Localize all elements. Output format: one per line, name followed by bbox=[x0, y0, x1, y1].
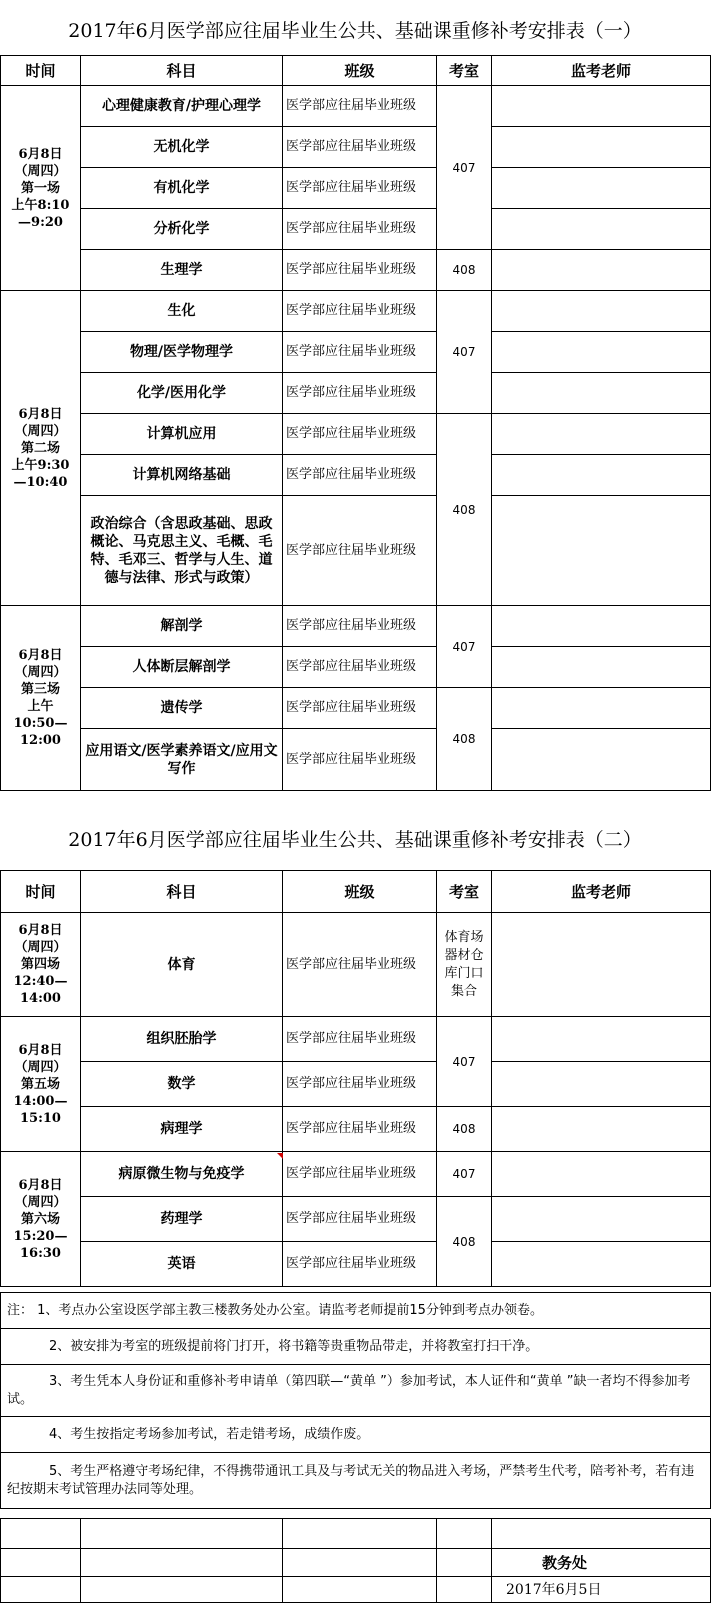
table-row bbox=[1, 1062, 711, 1107]
subject-cell: 病理学 bbox=[81, 1107, 283, 1152]
session-2-time: 6月8日 （周四） 第二场 上午9:30 —10:40 bbox=[1, 291, 81, 606]
footer-table bbox=[0, 1518, 711, 1603]
header-class: 班级 bbox=[283, 871, 437, 913]
table-row bbox=[1, 1242, 711, 1287]
note-row bbox=[1, 1453, 711, 1509]
subject-cell: 计算机应用 bbox=[81, 414, 283, 455]
header-subject: 科目 bbox=[81, 56, 283, 86]
subject-cell: 无机化学 bbox=[81, 127, 283, 168]
table-row bbox=[1, 606, 711, 647]
table-row bbox=[1, 913, 711, 1017]
table-row bbox=[1, 414, 711, 455]
footer-blank-row bbox=[1, 1519, 711, 1549]
class-cell: 医学部应往届毕业班级 bbox=[283, 127, 437, 168]
note-4: 4、考生按指定考场参加考试，若走错考场，成绩作废。 bbox=[1, 1417, 711, 1453]
class-cell: 医学部应往届毕业班级 bbox=[283, 250, 437, 291]
room-cell: 408 bbox=[437, 1197, 492, 1287]
header-proctor: 监考老师 bbox=[492, 871, 711, 913]
room-cell: 408 bbox=[437, 250, 492, 291]
proctor-cell bbox=[492, 913, 711, 1017]
table2-title: 2017年6月医学部应往届毕业生公共、基础课重修补考安排表（二） bbox=[68, 829, 642, 851]
note-2: 2、被安排为考室的班级提前将门打开，将书籍等贵重物品带走，并将教室打扫干净。 bbox=[1, 1329, 711, 1365]
table-header-row bbox=[1, 56, 711, 86]
room-cell: 407 bbox=[437, 606, 492, 688]
class-cell: 医学部应往届毕业班级 bbox=[283, 86, 437, 127]
header-class: 班级 bbox=[283, 56, 437, 86]
class-cell: 医学部应往届毕业班级 bbox=[283, 1152, 437, 1197]
header-proctor: 监考老师 bbox=[492, 56, 711, 86]
session-1-time: 6月8日 （周四） 第一场 上午8:10 —9:20 bbox=[1, 86, 81, 291]
proctor-cell bbox=[492, 455, 711, 496]
proctor-cell bbox=[492, 688, 711, 729]
comment-marker-icon bbox=[277, 1153, 283, 1159]
session-5-time: 6月8日 （周四） 第五场 14:00— 15:10 bbox=[1, 1017, 81, 1152]
proctor-cell bbox=[492, 209, 711, 250]
proctor-cell bbox=[492, 729, 711, 791]
class-cell: 医学部应往届毕业班级 bbox=[283, 168, 437, 209]
table-row bbox=[1, 1107, 711, 1152]
note-1: 注： 1、考点办公室设医学部主教三楼教务处办公室。请监考老师提前15分钟到考点办领卷。 bbox=[1, 1293, 711, 1329]
class-cell: 医学部应往届毕业班级 bbox=[283, 1107, 437, 1152]
subject-cell: 英语 bbox=[81, 1242, 283, 1287]
room-cell: 407 bbox=[437, 1017, 492, 1107]
proctor-cell bbox=[492, 1062, 711, 1107]
room-cell: 408 bbox=[437, 1107, 492, 1152]
session-6-time: 6月8日 （周四） 第六场 15:20— 16:30 bbox=[1, 1152, 81, 1287]
table-row bbox=[1, 209, 711, 250]
table-row bbox=[1, 496, 711, 606]
footer-date: 2017年6月5日 bbox=[492, 1577, 711, 1603]
note-row bbox=[1, 1417, 711, 1453]
class-cell: 医学部应往届毕业班级 bbox=[283, 606, 437, 647]
room-cell: 407 bbox=[437, 1152, 492, 1197]
class-cell: 医学部应往届毕业班级 bbox=[283, 496, 437, 606]
table-header-row bbox=[1, 871, 711, 913]
proctor-cell bbox=[492, 1197, 711, 1242]
room-cell: 408 bbox=[437, 688, 492, 791]
subject-cell: 生化 bbox=[81, 291, 283, 332]
subject-cell: 应用语文/医学素养语文/应用文写作 bbox=[81, 729, 283, 791]
header-subject: 科目 bbox=[81, 871, 283, 913]
class-cell: 医学部应往届毕业班级 bbox=[283, 291, 437, 332]
table-row bbox=[1, 455, 711, 496]
table-row bbox=[1, 250, 711, 291]
subject-cell: 药理学 bbox=[81, 1197, 283, 1242]
proctor-cell bbox=[492, 647, 711, 688]
proctor-cell bbox=[492, 373, 711, 414]
table-row bbox=[1, 1017, 711, 1062]
note-5: 5、考生严格遵守考场纪律，不得携带通讯工具及与考试无关的物品进入考场，严禁考生代考，陪考补考，若有违纪按期末考试管理办法同等处理。 bbox=[1, 1453, 711, 1509]
table-row bbox=[1, 373, 711, 414]
subject-cell: 人体断层解剖学 bbox=[81, 647, 283, 688]
table-row bbox=[1, 332, 711, 373]
class-cell: 医学部应往届毕业班级 bbox=[283, 332, 437, 373]
table-row bbox=[1, 1197, 711, 1242]
subject-cell: 分析化学 bbox=[81, 209, 283, 250]
proctor-cell bbox=[492, 496, 711, 606]
note-3: 3、考生凭本人身份证和重修补考申请单（第四联—“黄单 ”）参加考试，本人证件和“黄单 ”缺一者均不得参加考试。 bbox=[1, 1365, 711, 1417]
subject-cell: 数学 bbox=[81, 1062, 283, 1107]
proctor-cell bbox=[492, 332, 711, 373]
class-cell: 医学部应往届毕业班级 bbox=[283, 729, 437, 791]
proctor-cell bbox=[492, 1242, 711, 1287]
header-room: 考室 bbox=[437, 871, 492, 913]
proctor-cell bbox=[492, 1152, 711, 1197]
room-cell-gym: 体育场 器材仓 库门口 集合 bbox=[437, 913, 492, 1017]
room-cell: 408 bbox=[437, 414, 492, 606]
class-cell: 医学部应往届毕业班级 bbox=[283, 1197, 437, 1242]
proctor-cell bbox=[492, 414, 711, 455]
class-cell: 医学部应往届毕业班级 bbox=[283, 913, 437, 1017]
proctor-cell bbox=[492, 250, 711, 291]
table-row bbox=[1, 291, 711, 332]
table-row bbox=[1, 729, 711, 791]
subject-cell: 物理/医学物理学 bbox=[81, 332, 283, 373]
session-4-time: 6月8日 （周四） 第四场 12:40— 14:00 bbox=[1, 913, 81, 1017]
class-cell: 医学部应往届毕业班级 bbox=[283, 414, 437, 455]
table-row bbox=[1, 688, 711, 729]
footer-date-row bbox=[1, 1577, 711, 1603]
notes-table bbox=[0, 1292, 711, 1509]
table-row bbox=[1, 86, 711, 127]
schedule-table-1 bbox=[0, 55, 711, 791]
proctor-cell bbox=[492, 86, 711, 127]
header-time: 时间 bbox=[1, 871, 81, 913]
class-cell: 医学部应往届毕业班级 bbox=[283, 1062, 437, 1107]
footer-org-row bbox=[1, 1549, 711, 1577]
room-cell: 407 bbox=[437, 291, 492, 414]
subject-cell: 组织胚胎学 bbox=[81, 1017, 283, 1062]
class-cell: 医学部应往届毕业班级 bbox=[283, 455, 437, 496]
proctor-cell bbox=[492, 1107, 711, 1152]
class-cell: 医学部应往届毕业班级 bbox=[283, 1242, 437, 1287]
subject-cell: 遗传学 bbox=[81, 688, 283, 729]
proctor-cell bbox=[492, 168, 711, 209]
subject-cell: 计算机网络基础 bbox=[81, 455, 283, 496]
subject-cell: 解剖学 bbox=[81, 606, 283, 647]
table-row bbox=[1, 127, 711, 168]
header-time: 时间 bbox=[1, 56, 81, 86]
footer-org: 教务处 bbox=[492, 1549, 711, 1577]
proctor-cell bbox=[492, 1017, 711, 1062]
subject-cell: 化学/医用化学 bbox=[81, 373, 283, 414]
subject-cell: 心理健康教育/护理心理学 bbox=[81, 86, 283, 127]
class-cell: 医学部应往届毕业班级 bbox=[283, 647, 437, 688]
subject-cell: 政治综合（含思政基础、思政概论、马克思主义、毛概、毛特、毛邓三、哲学与人生、道德与法律、形式与政策） bbox=[81, 496, 283, 606]
schedule-table-2 bbox=[0, 870, 711, 1287]
subject-cell: 体育 bbox=[81, 913, 283, 1017]
class-cell: 医学部应往届毕业班级 bbox=[283, 209, 437, 250]
session-3-time: 6月8日 （周四） 第三场 上午 10:50— 12:00 bbox=[1, 606, 81, 791]
proctor-cell bbox=[492, 606, 711, 647]
proctor-cell bbox=[492, 127, 711, 168]
note-row bbox=[1, 1293, 711, 1329]
room-cell: 407 bbox=[437, 86, 492, 250]
proctor-cell bbox=[492, 291, 711, 332]
table-row bbox=[1, 168, 711, 209]
class-cell: 医学部应往届毕业班级 bbox=[283, 1017, 437, 1062]
subject-cell: 病原微生物与免疫学 bbox=[81, 1152, 283, 1197]
class-cell: 医学部应往届毕业班级 bbox=[283, 373, 437, 414]
note-row bbox=[1, 1329, 711, 1365]
class-cell: 医学部应往届毕业班级 bbox=[283, 688, 437, 729]
header-room: 考室 bbox=[437, 56, 492, 86]
subject-cell: 有机化学 bbox=[81, 168, 283, 209]
note-row bbox=[1, 1365, 711, 1417]
subject-cell: 生理学 bbox=[81, 250, 283, 291]
table-row bbox=[1, 1152, 711, 1197]
table-row bbox=[1, 647, 711, 688]
table1-title: 2017年6月医学部应往届毕业生公共、基础课重修补考安排表（一） bbox=[68, 20, 642, 42]
